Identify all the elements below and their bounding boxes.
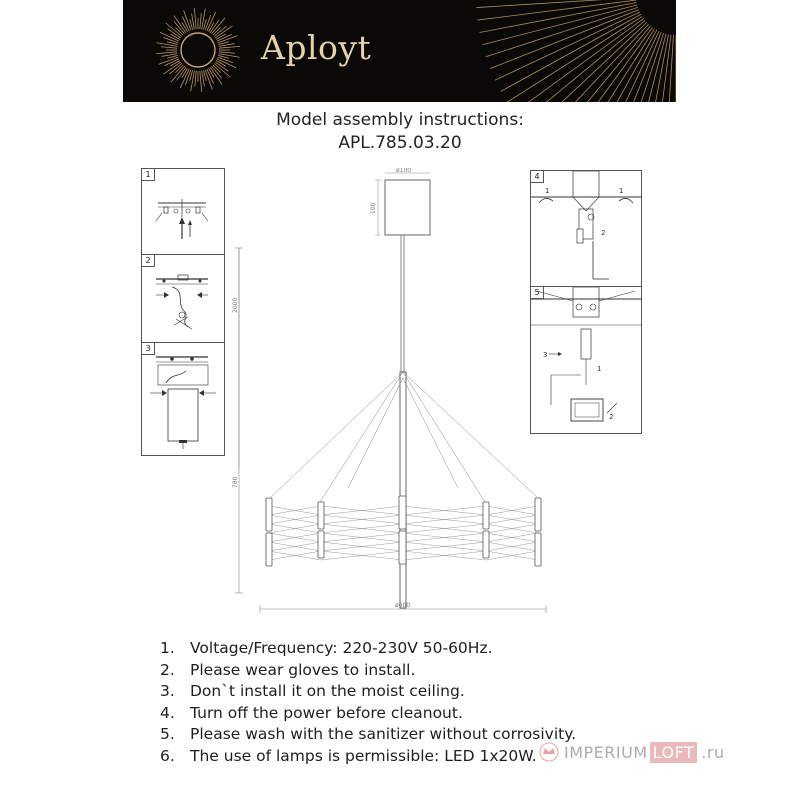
instruction-notes [160, 638, 576, 767]
diameter-label: ø600 [395, 602, 411, 609]
note-number: 2. [160, 660, 175, 679]
step-number: 5 [531, 287, 544, 299]
total-height-label: 2000 [232, 297, 239, 313]
list-item [160, 746, 576, 768]
step-panel-4 [530, 170, 642, 288]
lamp-dimension-drawing [228, 168, 558, 618]
step-panel-5 [530, 286, 642, 434]
step-1-illustration [142, 169, 224, 255]
note-text: The use of lamps is permissible: LED 1x20W. [190, 746, 537, 765]
step-4-illustration [531, 171, 641, 287]
watermark-text-highlight: LOFT [650, 742, 698, 763]
svg-text:1: 1 [597, 365, 602, 373]
note-text: Please wash with the sanitizer without corrosivity. [190, 725, 577, 743]
note-number: 6. [160, 746, 175, 765]
note-text: Voltage/Frequency: 220-230V 50-60Hz. [190, 639, 493, 657]
svg-text:1: 1 [619, 187, 624, 195]
sunburst-decoration [123, 0, 676, 102]
body-height-label: 780 [232, 476, 239, 488]
step-number: 4 [531, 171, 544, 183]
step-panel-1 [141, 168, 225, 256]
document-title: Model assembly instructions: [276, 110, 524, 130]
list-item [160, 638, 576, 660]
step-3-illustration [142, 343, 224, 455]
watermark [538, 738, 725, 766]
note-number: 3. [160, 682, 175, 700]
list-item [160, 681, 576, 703]
crown-emblem-icon [538, 741, 560, 763]
svg-text:3: 3 [543, 351, 548, 359]
canopy-diameter-label: ø100 [396, 168, 412, 174]
step-number: 2 [142, 255, 155, 267]
model-number: APL.785.03.20 [338, 133, 462, 153]
note-number: 5. [160, 725, 175, 743]
note-text: Turn off the power before cleanout. [190, 703, 463, 722]
brand-logo-text: Aployt [261, 28, 372, 67]
note-text: Please wear gloves to install. [190, 660, 416, 679]
step-2-illustration [142, 255, 224, 343]
svg-text:2: 2 [609, 413, 614, 421]
step-panel-2 [141, 254, 225, 344]
step-5-illustration [531, 287, 641, 433]
note-text: Don`t install it on the moist ceiling. [190, 682, 465, 700]
note-number: 1. [160, 639, 175, 657]
step-number: 3 [142, 343, 155, 355]
svg-text:1: 1 [545, 187, 550, 195]
step-panel-3 [141, 342, 225, 456]
note-number: 4. [160, 703, 175, 722]
canopy-height-label: 100 [370, 202, 377, 214]
watermark-text-domain: .ru [701, 742, 725, 762]
svg-text:2: 2 [601, 229, 606, 237]
canopy [385, 180, 430, 235]
list-item [160, 724, 576, 746]
step-number: 1 [142, 169, 155, 181]
list-item [160, 660, 576, 682]
watermark-text-main: IMPERIUM [564, 742, 648, 762]
list-item [160, 703, 576, 725]
brand-banner [123, 0, 676, 102]
